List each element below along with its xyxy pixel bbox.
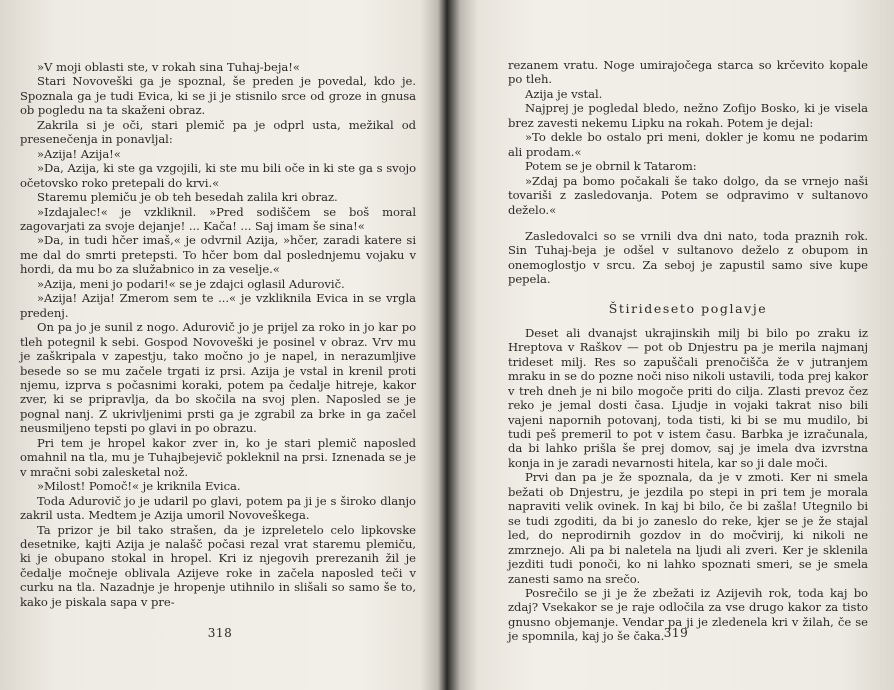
paragraph: Stari Novoveški ga je spoznal, še preden je povedal, kdo je. Spoznala ga je tudi Evica, ki se ji je stisnilo srce od groze in gnusa ob pogledu na ta skaženi obraz.	[20, 74, 416, 118]
paragraph: »Da, in tudi hčer imaš,« je odvrnil Azija, »hčer, zaradi katere si me dal do smrti pretepsti. To hčer bom dal poslednjemu vojaku v hordi, da mu bo za služabnico in za veselje.«	[20, 233, 416, 277]
paragraph: On pa jo je sunil z nogo. Adurovič jo je prijel za roko in jo kar po tleh potegnil k sebi. Gospod Novoveški je posinel v obraz. Vrv mu je zaškripala v zapestju, tako močno jo je napel, in nerazumljive besede so se mu začele trgati iz prsi. Azija je vstal in krenil proti njemu, izprva s počasnimi koraki, potem pa čedalje hitreje, kakor zver, ki se pripravlja, da bo skočila na svoj plen. Naposled se je pognal nanj. Z ukrivljenimi prsti ga je zgrabil za brke in ga začel neusmiljeno tepsti po glavi in po obrazu.	[20, 320, 416, 436]
paragraph: »To dekle bo ostalo pri meni, dokler je komu ne podarim ali prodam.«	[508, 130, 868, 159]
paragraph: »Azija, meni jo podari!« se je zdajci oglasil Adurovič.	[37, 276, 345, 291]
paragraph: rezanem vratu. Noge umirajočega starca so krčevito kopale po tleh.	[508, 58, 868, 87]
paragraph: Potem se je obrnil k Tatarom:	[525, 159, 697, 174]
paragraph: »Azija! Azija!«	[37, 146, 121, 161]
paragraph: Staremu plemiču je ob teh besedah zalila kri obraz.	[37, 190, 338, 205]
paragraph: Najprej je pogledal bledo, nežno Zofijo Bosko, ki je visela brez zavesti nekemu Lipku na rokah. Potem je dejal:	[508, 101, 868, 130]
left-page	[0, 0, 440, 690]
page-number: 318	[207, 626, 233, 640]
paragraph: Posrečilo se ji je že zbežati iz Azijevih rok, toda kaj bo zdaj? Vsekakor se je raje odločila za vse drugo kakor za tisto gnusno objemanje. Vendar pa ji je zledenela kri v žilah, če se je spomnila, kaj jo še čaka.	[508, 585, 868, 644]
right-page-text	[508, 58, 868, 644]
paragraph: Toda Adurovič jo je udaril po glavi, potem pa ji je s široko dlanjo zakril usta. Medtem je Azija umoril Novoveškega.	[20, 493, 416, 523]
paragraph: Azija je vstal.	[525, 86, 603, 101]
paragraph: Deset ali dvanajst ukrajinskih milj bi bilo po zraku iz Hreptova v Raškov — pot ob Dnjestru pa je merila najmanj trideset milj. Res so zapuščali prenočišča že v jutranjem mraku in se do pozne noči niso nikoli ustavili, toda prej kakor v treh dneh je ni bilo mogoče priti do cilja. Zlasti prevoz čez reko je jemal dosti časa. Ljudje in vojaki takrat niso bili vajeni napornih potovanj, toda tisti, ki bi se mu mudilo, bi tudi peš premeril to pot v istem času. Barbka je izračunala, da bi lahko prišla še prej domov, saj je imela dva izvrstna konja in je zaradi nevarnosti hitela, kar so ji dale moči.	[508, 325, 868, 470]
paragraph: »Azija! Azija! Zmerom sem te ...« je vzkliknila Evica in se vrgla predenj.	[20, 291, 416, 320]
right-page	[458, 0, 894, 690]
paragraph: »Da, Azija, ki ste ga vzgojili, ki ste mu bili oče in ki ste ga s svojo očetovsko roko pretepali do krvi.«	[20, 161, 416, 190]
paragraph: »Milost! Pomoč!« je kriknila Evica.	[37, 479, 241, 494]
left-page-text	[20, 60, 416, 609]
paragraph: Zakrila si je oči, stari plemič pa je odprl usta, mežikal od presenečenja in ponavljal:	[20, 117, 416, 147]
paragraph: »Zdaj pa bomo počakali še tako dolgo, da se vrnejo naši tovariši z zasledovanja. Potem se odpravimo v sultanovo deželo.«	[508, 173, 868, 217]
paragraph: »Izdajalec!« je vzkliknil. »Pred sodiščem se boš moral zagovarjati za svoje dejanje! ... Kača! ... Saj imam še sina!«	[20, 204, 416, 233]
paragraph: Ta prizor je bil tako strašen, da je izpreletelo celo lipkovske desetnike, kajti Azija je nalašč počasi rezal vrat staremu plemiču, ki je obupano stokal in hropel. Kri iz njegovih prerezanih žil je čedalje močneje oblivala Azijeve roke in začela naposled teči v curku na tla. Nazadnje je hropenje utihnilo in slišali so samo še to, kako je piskala sapa v pre-	[20, 522, 416, 609]
chapter-heading: Štirideseto poglavje	[608, 300, 768, 316]
page-number: 319	[663, 626, 689, 640]
paragraph: Pri tem je hropel kakor zver in, ko je stari plemič naposled omahnil na tla, mu je Tuhajbejevič pokleknil na prsi. Iznenada se je v mračni sobi zalesketal nož.	[20, 435, 416, 479]
paragraph: Zasledovalci so se vrnili dva dni nato, toda praznih rok. Sin Tuhaj-beja je odšel v sultanovo deželo z obupom in onemoglostjo v srcu. Za seboj je zapustil samo sive kupe pepela.	[508, 228, 868, 287]
paragraph: »V moji oblasti ste, v rokah sina Tuhaj-beja!«	[37, 60, 300, 74]
paragraph: Prvi dan pa je že spoznala, da je v zmoti. Ker ni smela bežati ob Dnjestru, je jezdila po stepi in pri tem je morala napraviti velik ovinek. In kaj bi bilo, če bi zašla! Utegnilo bi se tudi zgoditi, da bi jo zaneslo do reke, kjer se je že stajal led, do neprodirnih gozdov in do močvirij, ki nikoli ne zmrznejo. Ali pa bi naletela na ljudi ali zveri. Ker je sklenila jezditi tudi ponoči, ko ni lahko spoznati smeri, se je smela zanesti samo na srečo.	[508, 470, 868, 586]
